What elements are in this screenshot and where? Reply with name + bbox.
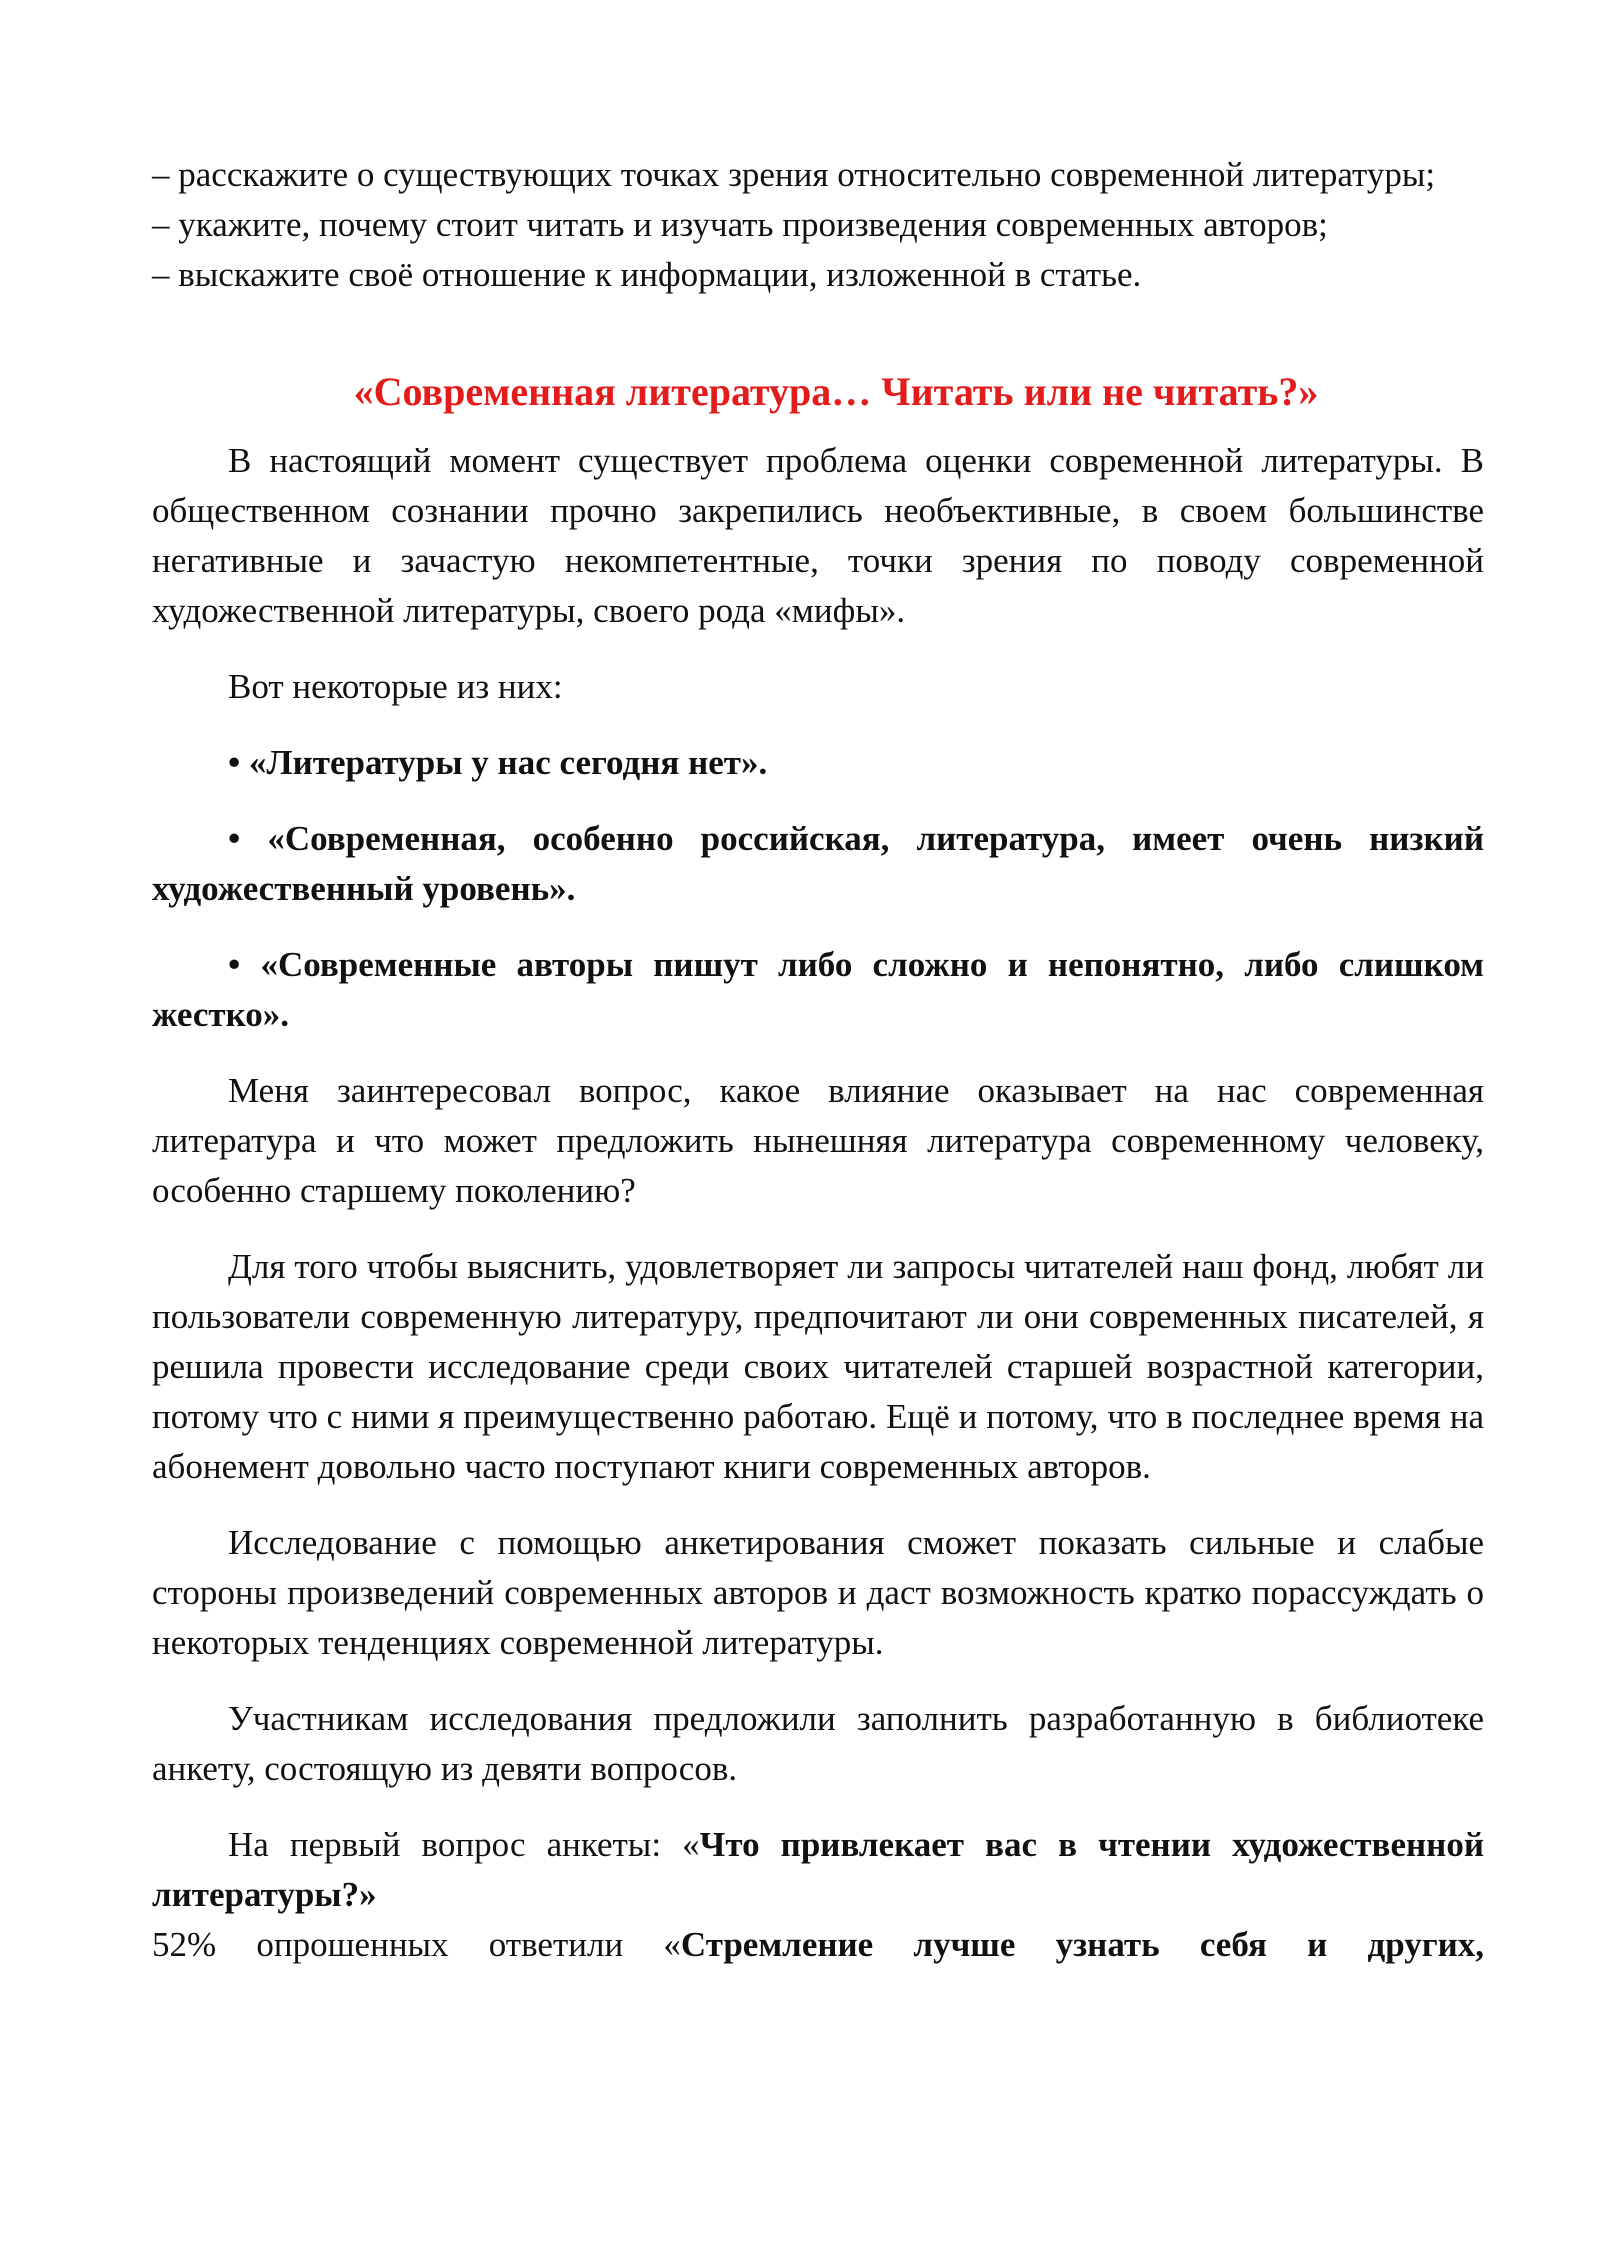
myth-item: • «Современная, особенно российская, литература, имеет очень низкий художественный уровень». — [152, 819, 1484, 908]
task-item: – укажите, почему стоит читать и изучать произведения современных авторов; — [152, 205, 1328, 244]
first-answer-text: Стремление лучше узнать себя и других, — [680, 1925, 1485, 1964]
paragraph-intro: В настоящий момент существует проблема оценки современной литературы. В общественном сознании прочно закрепились необъективные, в своем большинстве негативные и зачастую некомпетентные, точки зрения по поводу современной художественной литературы, своего рода «мифы». — [152, 441, 1484, 630]
article-title: «Современная литература… Читать или не читать?» — [353, 369, 1319, 414]
first-question-text: Что привлекает вас в чтении художественной литературы?» — [152, 1825, 1484, 1914]
first-answer-lead: 52% опрошенных ответили « — [152, 1925, 681, 1964]
paragraph-question: Меня заинтересовал вопрос, какое влияние оказывает на нас современная литература и что может предложить нынешняя литература современному человеку, особенно старшему поколению? — [152, 1071, 1484, 1210]
task-item: – расскажите о существующих точках зрения относительно современной литературы; — [152, 155, 1436, 194]
paragraph-first-question — [152, 1820, 1484, 1920]
paragraph-first-answer — [152, 1920, 1484, 1970]
first-question-lead: На первый вопрос анкеты: « — [228, 1825, 700, 1864]
paragraph-survey-purpose: Исследование с помощью анкетирования сможет показать сильные и слабые стороны произведений современных авторов и даст возможность кратко порассуждать о некоторых тенденциях современной литературы. — [152, 1523, 1484, 1662]
myth-item: • «Современные авторы пишут либо сложно и непонятно, либо слишком жестко». — [152, 945, 1484, 1034]
myth-item: • «Литературы у нас сегодня нет». — [228, 743, 768, 782]
paragraph-myths-lead: Вот некоторые из них: — [228, 667, 563, 706]
paragraph-survey-participants: Участникам исследования предложили заполнить разработанную в библиотеке анкету, состоящую из девяти вопросов. — [152, 1699, 1484, 1788]
task-item: – выскажите своё отношение к информации, изложенной в статье. — [152, 255, 1142, 294]
paragraph-research: Для того чтобы выяснить, удовлетворяет ли запросы читателей наш фонд, любят ли пользователи современную литературу, предпочитают ли они современных писателей, я решила провести исследование среди своих читателей старшей возрастной категории, потому что с ними я преимущественно работаю. Ещё и потому, что в последнее время на абонемент довольно часто поступают книги современных авторов. — [152, 1247, 1484, 1486]
document-page — [152, 150, 1484, 1970]
